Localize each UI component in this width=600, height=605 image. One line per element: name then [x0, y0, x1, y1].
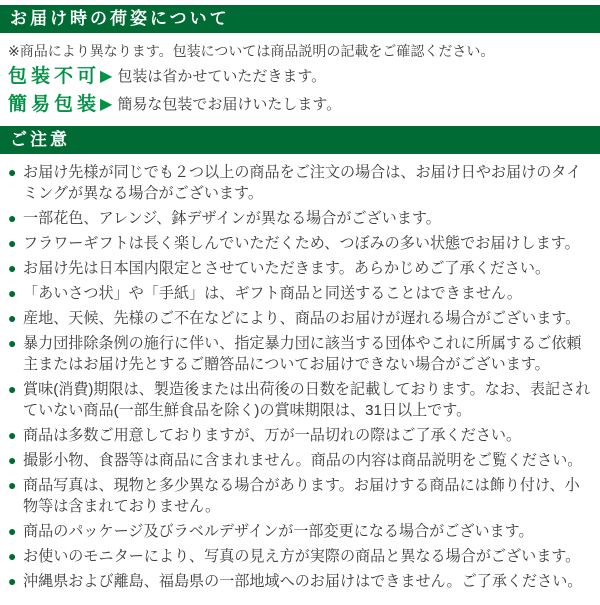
notice-item [8, 425, 594, 446]
bullet-icon: ● [8, 235, 17, 251]
notice-item [8, 450, 594, 471]
arrow-right-icon: ▶ [100, 68, 113, 85]
packaging-row-no-wrap [8, 64, 592, 89]
notice-item [8, 233, 594, 254]
bullet-icon: ● [8, 335, 17, 351]
notice-item-text: お届け先様が同じでも２つ以上の商品をご注文の場合は、お届け日やお届けのタイミングが異なる場合がございます。 [23, 164, 582, 202]
packaging-row-simple-wrap [8, 92, 592, 117]
bullet-icon: ● [8, 523, 17, 539]
notice-item-text: 商品写真は、現物と多少異なる場合があります。お届けする商品には飾り付け、小物等は含まれておりません。 [23, 477, 580, 515]
bullet-icon: ● [8, 381, 17, 397]
notice-item-text: お届け先は日本国内限定とさせていただきます。あらかじめご了承ください。 [23, 260, 551, 277]
packaging-section-header: お届け時の荷姿について [0, 5, 600, 33]
bullet-icon: ● [8, 477, 17, 493]
notice-item [8, 475, 594, 517]
bullet-icon: ● [8, 310, 17, 326]
packaging-type-label: 簡易包装 [8, 94, 101, 115]
notice-item [8, 208, 594, 229]
packaging-note: ※商品により異なります。包装については商品説明の記載をご確認ください。 [8, 43, 495, 59]
packaging-section [0, 5, 600, 117]
notice-item-text: 商品は多数ご用意しておりますが、万が一品切れの際はご了承ください。 [23, 427, 522, 444]
packaging-type-label: 包装不可 [8, 66, 101, 87]
bullet-icon: ● [8, 260, 17, 276]
notice-list [0, 162, 600, 592]
notice-item [8, 571, 594, 592]
notice-item [8, 546, 594, 567]
notice-section [0, 126, 600, 592]
notice-item-text: フラワーギフトは長く楽しんでいただくため、つぼみの多い状態でお届けします。 [23, 235, 580, 252]
bullet-icon: ● [8, 285, 17, 301]
notice-item-text: 産地、天候、先様のご不在などにより、商品のお届けが遅れる場合がございます。 [23, 310, 581, 327]
notice-item [8, 283, 594, 304]
bullet-icon: ● [8, 452, 17, 468]
notice-item-text: お使いのモニターにより、写真の見え方が実際の商品と異なる場合がございます。 [23, 548, 581, 565]
notice-item [8, 258, 594, 279]
bullet-icon: ● [8, 427, 17, 443]
arrow-right-icon: ▶ [100, 96, 113, 113]
bullet-icon: ● [8, 210, 17, 226]
bullet-icon: ● [8, 573, 17, 589]
notice-item-text: 賞味(消費)期限は、製造後または出荷後の日数を記載しております。なお、表記されていない商品(一部生鮮食品を除く)の賞味期限は、31日以上です。 [23, 381, 591, 419]
notice-item-text: 商品のパッケージ及びラベルデザインが一部変更になる場合がございます。 [23, 523, 534, 540]
notice-item-text: 「あいさつ状」や「手紙」は、ギフト商品と同送することはできません。 [23, 285, 523, 302]
notice-item-text: 撮影小物、食器等は商品に含まれません。商品の内容は商品説明をご覧ください。 [23, 452, 583, 469]
notice-item [8, 521, 594, 542]
notice-item [8, 379, 594, 421]
packaging-row-text: 包装は省かせていただきます。 [117, 68, 327, 85]
notice-item-text: 一部花色、アレンジ、鉢デザインが異なる場合がございます。 [23, 210, 441, 227]
notice-item-text: 沖縄県および離島、福島県の一部地域へのお届けはできません。ご了承ください。 [23, 573, 583, 590]
notice-section-header: ご注意 [0, 126, 600, 154]
notice-item [8, 308, 594, 329]
packaging-row-text: 簡易な包装でお届けいたします。 [117, 96, 342, 113]
bullet-icon: ● [8, 164, 17, 180]
bullet-icon: ● [8, 548, 17, 564]
notice-item [8, 162, 594, 204]
notice-item-text: 暴力団排除条例の施行に伴い、指定暴力団に該当する団体やこれに所属するご依頼主またはお届け先とするご贈答品についてお届けできない場合がございます。 [23, 335, 582, 373]
notice-item [8, 333, 594, 375]
